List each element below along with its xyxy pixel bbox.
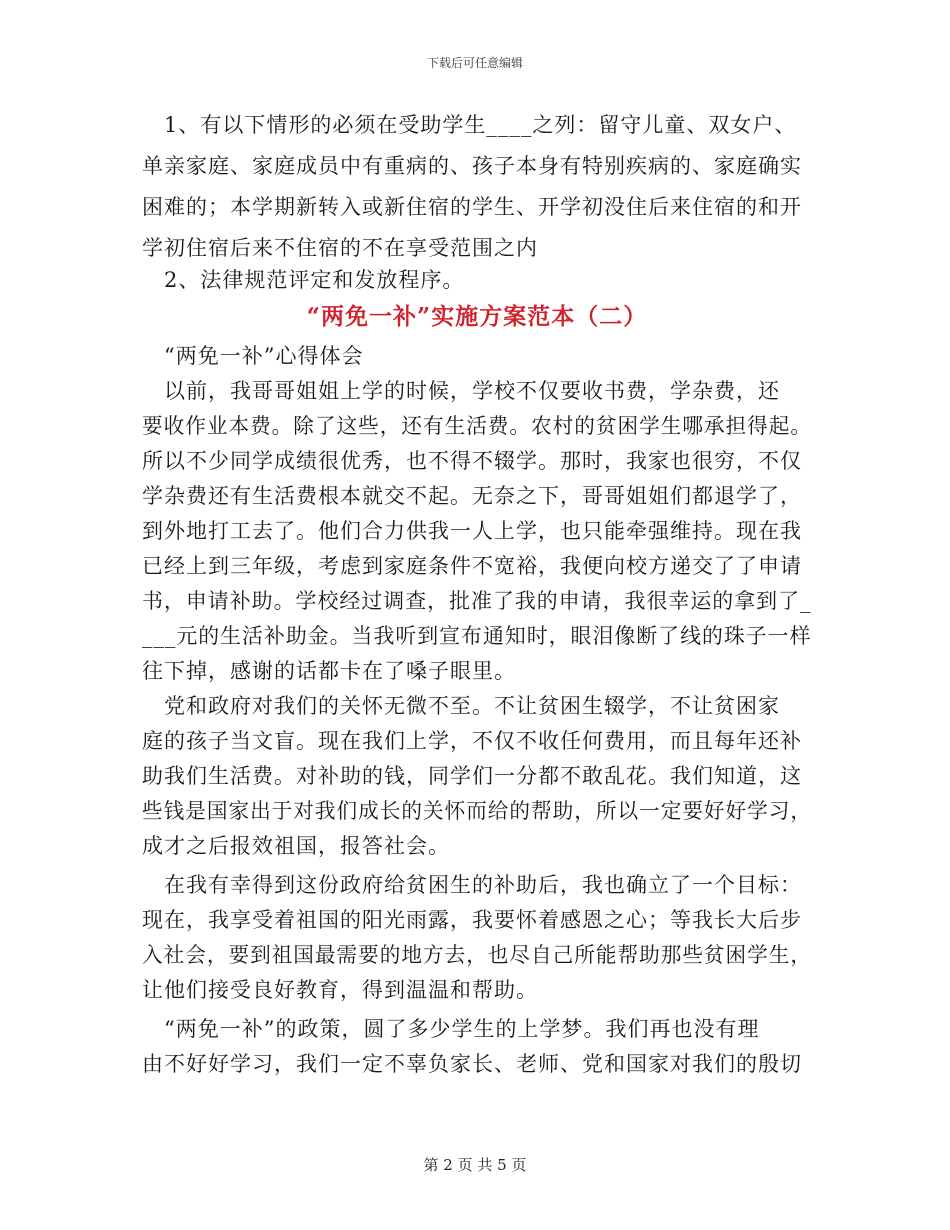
page-number: 第 2 页 共 5 页 (423, 1156, 527, 1174)
paragraph-line: 书，申请补助。学校经过调查，批准了我的申请，我很幸运的拿到了_ (142, 589, 812, 613)
paragraph-line: 所以不少同学成绩很优秀，也不得不辍学。那时，我家也很穷，不仅 (142, 449, 802, 473)
paragraph-line: “两免一补”心得体会 (142, 344, 364, 368)
paragraph-line: 单亲家庭、家庭成员中有重病的、孩子本身有特别疾病的、家庭确实 (142, 154, 802, 178)
paragraph-line: 现在，我享受着祖国的阳光雨露，我要怀着感恩之心；等我长大后步 (142, 908, 802, 932)
paragraph-line: 些钱是国家出于对我们成长的关怀而给的帮助，所以一定要好好学习， (142, 799, 812, 823)
paragraph-line: 学杂费还有生活费根本就交不起。无奈之下，哥哥姐姐们都退学了， (142, 484, 802, 508)
paragraph-line: 困难的；本学期新转入或新住宿的学生、开学初没住后来住宿的和开 (142, 195, 802, 219)
paragraph-line: 要收作业本费。除了这些，还有生活费。农村的贫困学生哪承担得起。 (142, 414, 812, 438)
paragraph-line: ___元的生活补助金。当我听到宣布通知时，眼泪像断了线的珠子一样 (142, 624, 812, 648)
page-header: 下载后可任意编辑 (426, 56, 523, 70)
section-title: “两免一补”实施方案范本（二） (306, 303, 648, 330)
paragraph-line: 在我有幸得到这份政府给贫困生的补助后，我也确立了一个目标： (142, 873, 802, 897)
paragraph-line: 助我们生活费。对补助的钱，同学们一分都不敢乱花。我们知道，这 (142, 764, 802, 788)
paragraph-line: 让他们接受良好教育，得到温温和帮助。 (142, 978, 538, 1002)
paragraph-line: 1、有以下情形的必须在受助学生____之列：留守儿童、双女户、 (142, 113, 797, 137)
paragraph-line: 2、法律规范评定和发放程序。 (142, 268, 465, 292)
paragraph-line: 由不好好学习，我们一定不辜负家长、老师、党和国家对我们的殷切 (142, 1052, 802, 1076)
paragraph-line: 成才之后报效祖国，报答社会。 (142, 834, 450, 858)
paragraph-line: 往下掉，感谢的话都卡在了嗓子眼里。 (142, 659, 516, 683)
paragraph-line: 党和政府对我们的关怀无微不至。不让贫困生辍学，不让贫困家 (142, 694, 780, 718)
paragraph-line: 已经上到三年级，考虑到家庭条件不宽裕，我便向校方递交了了申请 (142, 554, 802, 578)
paragraph-line: 庭的孩子当文盲。现在我们上学，不仅不收任何费用，而且每年还补 (142, 729, 802, 753)
paragraph-line: 到外地打工去了。他们合力供我一人上学，也只能牵强维持。现在我 (142, 519, 802, 543)
paragraph-line: 学初住宿后来不住宿的不在享受范围之内 (142, 236, 538, 260)
paragraph-line: 以前，我哥哥姐姐上学的时候，学校不仅要收书费，学杂费，还 (142, 379, 780, 403)
paragraph-line: 入社会，要到祖国最需要的地方去，也尽自己所能帮助那些贫困学生， (142, 943, 812, 967)
paragraph-line: “两免一补”的政策，圆了多少学生的上学梦。我们再也没有理 (142, 1017, 760, 1041)
